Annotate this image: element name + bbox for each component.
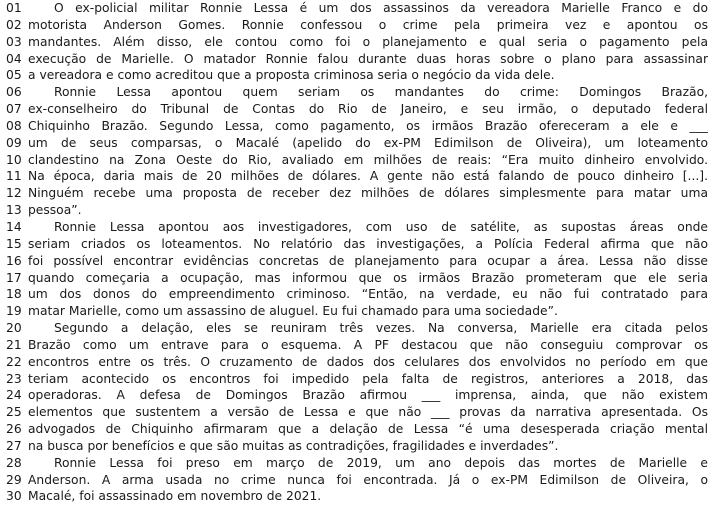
line-text: mandantes. Além disso, ele contou como foi o planejamento e qual seria o pagamento pela [28,34,708,49]
line-text: ex-conselheiro do Tribunal de Contas do Rio de Janeiro, e seu irmão, o deputado federal [28,102,708,117]
text-line [6,387,708,404]
line-number: 12 [6,186,22,201]
line-text: Ninguém recebe uma proposta de receber dez milhões de dólares simplesmente para matar uma [28,186,708,201]
line-number: 26 [6,422,22,437]
text-line [6,438,708,455]
line-text: teriam acontecido os encontros foi impedido pela falta de registros, anteriores a 2018, das [28,371,708,386]
line-number: 27 [6,438,22,453]
text-line [6,152,708,169]
text-line [6,135,708,152]
line-number: 22 [6,354,22,369]
line-number: 23 [6,371,22,386]
line-number: 10 [6,152,22,167]
text-line [6,168,708,185]
line-text: Ronnie Lessa foi preso em março de 2019, um ano depois das mortes de Marielle e [54,455,708,470]
line-text: na busca por benefícios e que são muitas as contradições, fragilidades e inverdades”. [28,438,559,453]
line-number: 03 [6,34,22,49]
text-line [6,84,708,101]
text-line [6,270,708,287]
line-number: 04 [6,51,22,66]
line-text: Na época, daria mais de 20 milhões de dólares. A gente não está falando de pouco dinheiro [...]. [28,169,708,184]
line-number: 11 [6,169,22,184]
line-text: seriam criados os loteamentos. No relatório das investigações, a Polícia Federal afirma que não [28,236,708,251]
line-number: 24 [6,388,22,403]
text-line [6,118,708,135]
line-text: um dos donos do empreendimento criminoso. “Então, na verdade, eu não fui contratado para [28,287,708,302]
text-line [6,472,708,489]
line-number: 25 [6,405,22,420]
line-text: encontros entre os três. O cruzamento de dados dos celulares dos envolvidos no período em que [28,354,708,369]
line-text: operadoras. A defesa de Domingos Brazão afirmou ___ imprensa, ainda, que não existem [28,388,708,403]
line-text: clandestino na Zona Oeste do Rio, avaliado em milhões de reais: “Era muito dinheiro envolvido. [28,152,708,167]
text-line [6,354,708,371]
text-line [6,202,708,219]
line-text: Brazão como um entrave para o esquema. A PF destacou que não conseguiu comprovar os [28,337,708,352]
line-number: 02 [6,17,22,32]
line-number: 19 [6,304,22,319]
line-text: Ronnie Lessa apontou aos investigadores, com uso de satélite, as supostas áreas onde [54,219,708,234]
line-number: 08 [6,118,22,133]
line-number: 05 [6,68,22,83]
text-line [6,67,708,84]
text-line [6,253,708,270]
text-line [6,0,708,17]
text-line [6,455,708,472]
text-line [6,51,708,68]
text-line [6,303,708,320]
line-text: motorista Anderson Gomes. Ronnie confessou o crime pela primeira vez e apontou os [28,17,708,32]
line-text: um de seus comparsas, o Macalé (apelido do ex-PM Edimilson de Oliveira), um loteamento [28,135,708,150]
text-line [6,34,708,51]
text-line [6,421,708,438]
text-line [6,320,708,337]
line-text: Anderson. A arma usada no crime nunca foi encontrada. Já o ex-PM Edimilson de Oliveira, o [28,472,708,487]
line-text: Ronnie Lessa apontou quem seriam os mandantes do crime: Domingos Brazão, [54,85,708,100]
line-text: Macalé, foi assassinado em novembro de 2021. [28,489,322,504]
line-text: matar Marielle, como um assassino de aluguel. Eu fui chamado para uma sociedade”. [28,304,558,319]
line-number: 17 [6,270,22,285]
line-number: 21 [6,337,22,352]
line-number: 09 [6,135,22,150]
line-text: advogados de Chiquinho afirmaram que a delação de Lessa “é uma desesperada criação mental [28,422,708,437]
text-line [6,337,708,354]
text-line [6,219,708,236]
line-text: pessoa”. [28,203,82,218]
line-text: O ex-policial militar Ronnie Lessa é um dos assassinos da vereadora Marielle Franco e do [54,1,708,15]
line-number: 20 [6,321,22,336]
line-number: 16 [6,253,22,268]
line-number: 15 [6,236,22,251]
line-number: 07 [6,102,22,117]
line-number: 28 [6,455,22,470]
line-number: 01 [6,1,22,15]
text-line [6,185,708,202]
line-number: 30 [6,489,22,504]
line-text: execução de Marielle. O matador Ronnie falou durante duas horas sobre o plano para assassinar [28,51,708,66]
text-line [6,101,708,118]
line-text: a vereadora e como acreditou que a proposta criminosa seria o negócio da vida dele. [28,68,555,83]
line-number: 29 [6,472,22,487]
line-text: Segundo a delação, eles se reuniram três vezes. Na conversa, Marielle era citada pelos [54,321,708,336]
text-line [6,17,708,34]
line-text: elementos que sustentem a versão de Lessa e que não ___ provas da narrativa apresentada. Os [28,405,708,420]
line-number: 13 [6,203,22,218]
text-line [6,404,708,421]
line-text: quando começaria a ocupação, mas informou que os irmãos Brazão prometeram que ele seria [28,270,708,285]
line-text: foi possível encontrar evidências concretas de planejamento para ocupar a área. Lessa não disse [28,253,708,268]
line-text: Chiquinho Brazão. Segundo Lessa, como pagamento, os irmãos Brazão ofereceram a ele e ___ [28,118,708,133]
text-line [6,236,708,253]
text-line [6,371,708,388]
line-number: 18 [6,287,22,302]
text-line [6,286,708,303]
line-number: 14 [6,219,22,234]
text-line [6,488,708,505]
line-number: 06 [6,85,22,100]
